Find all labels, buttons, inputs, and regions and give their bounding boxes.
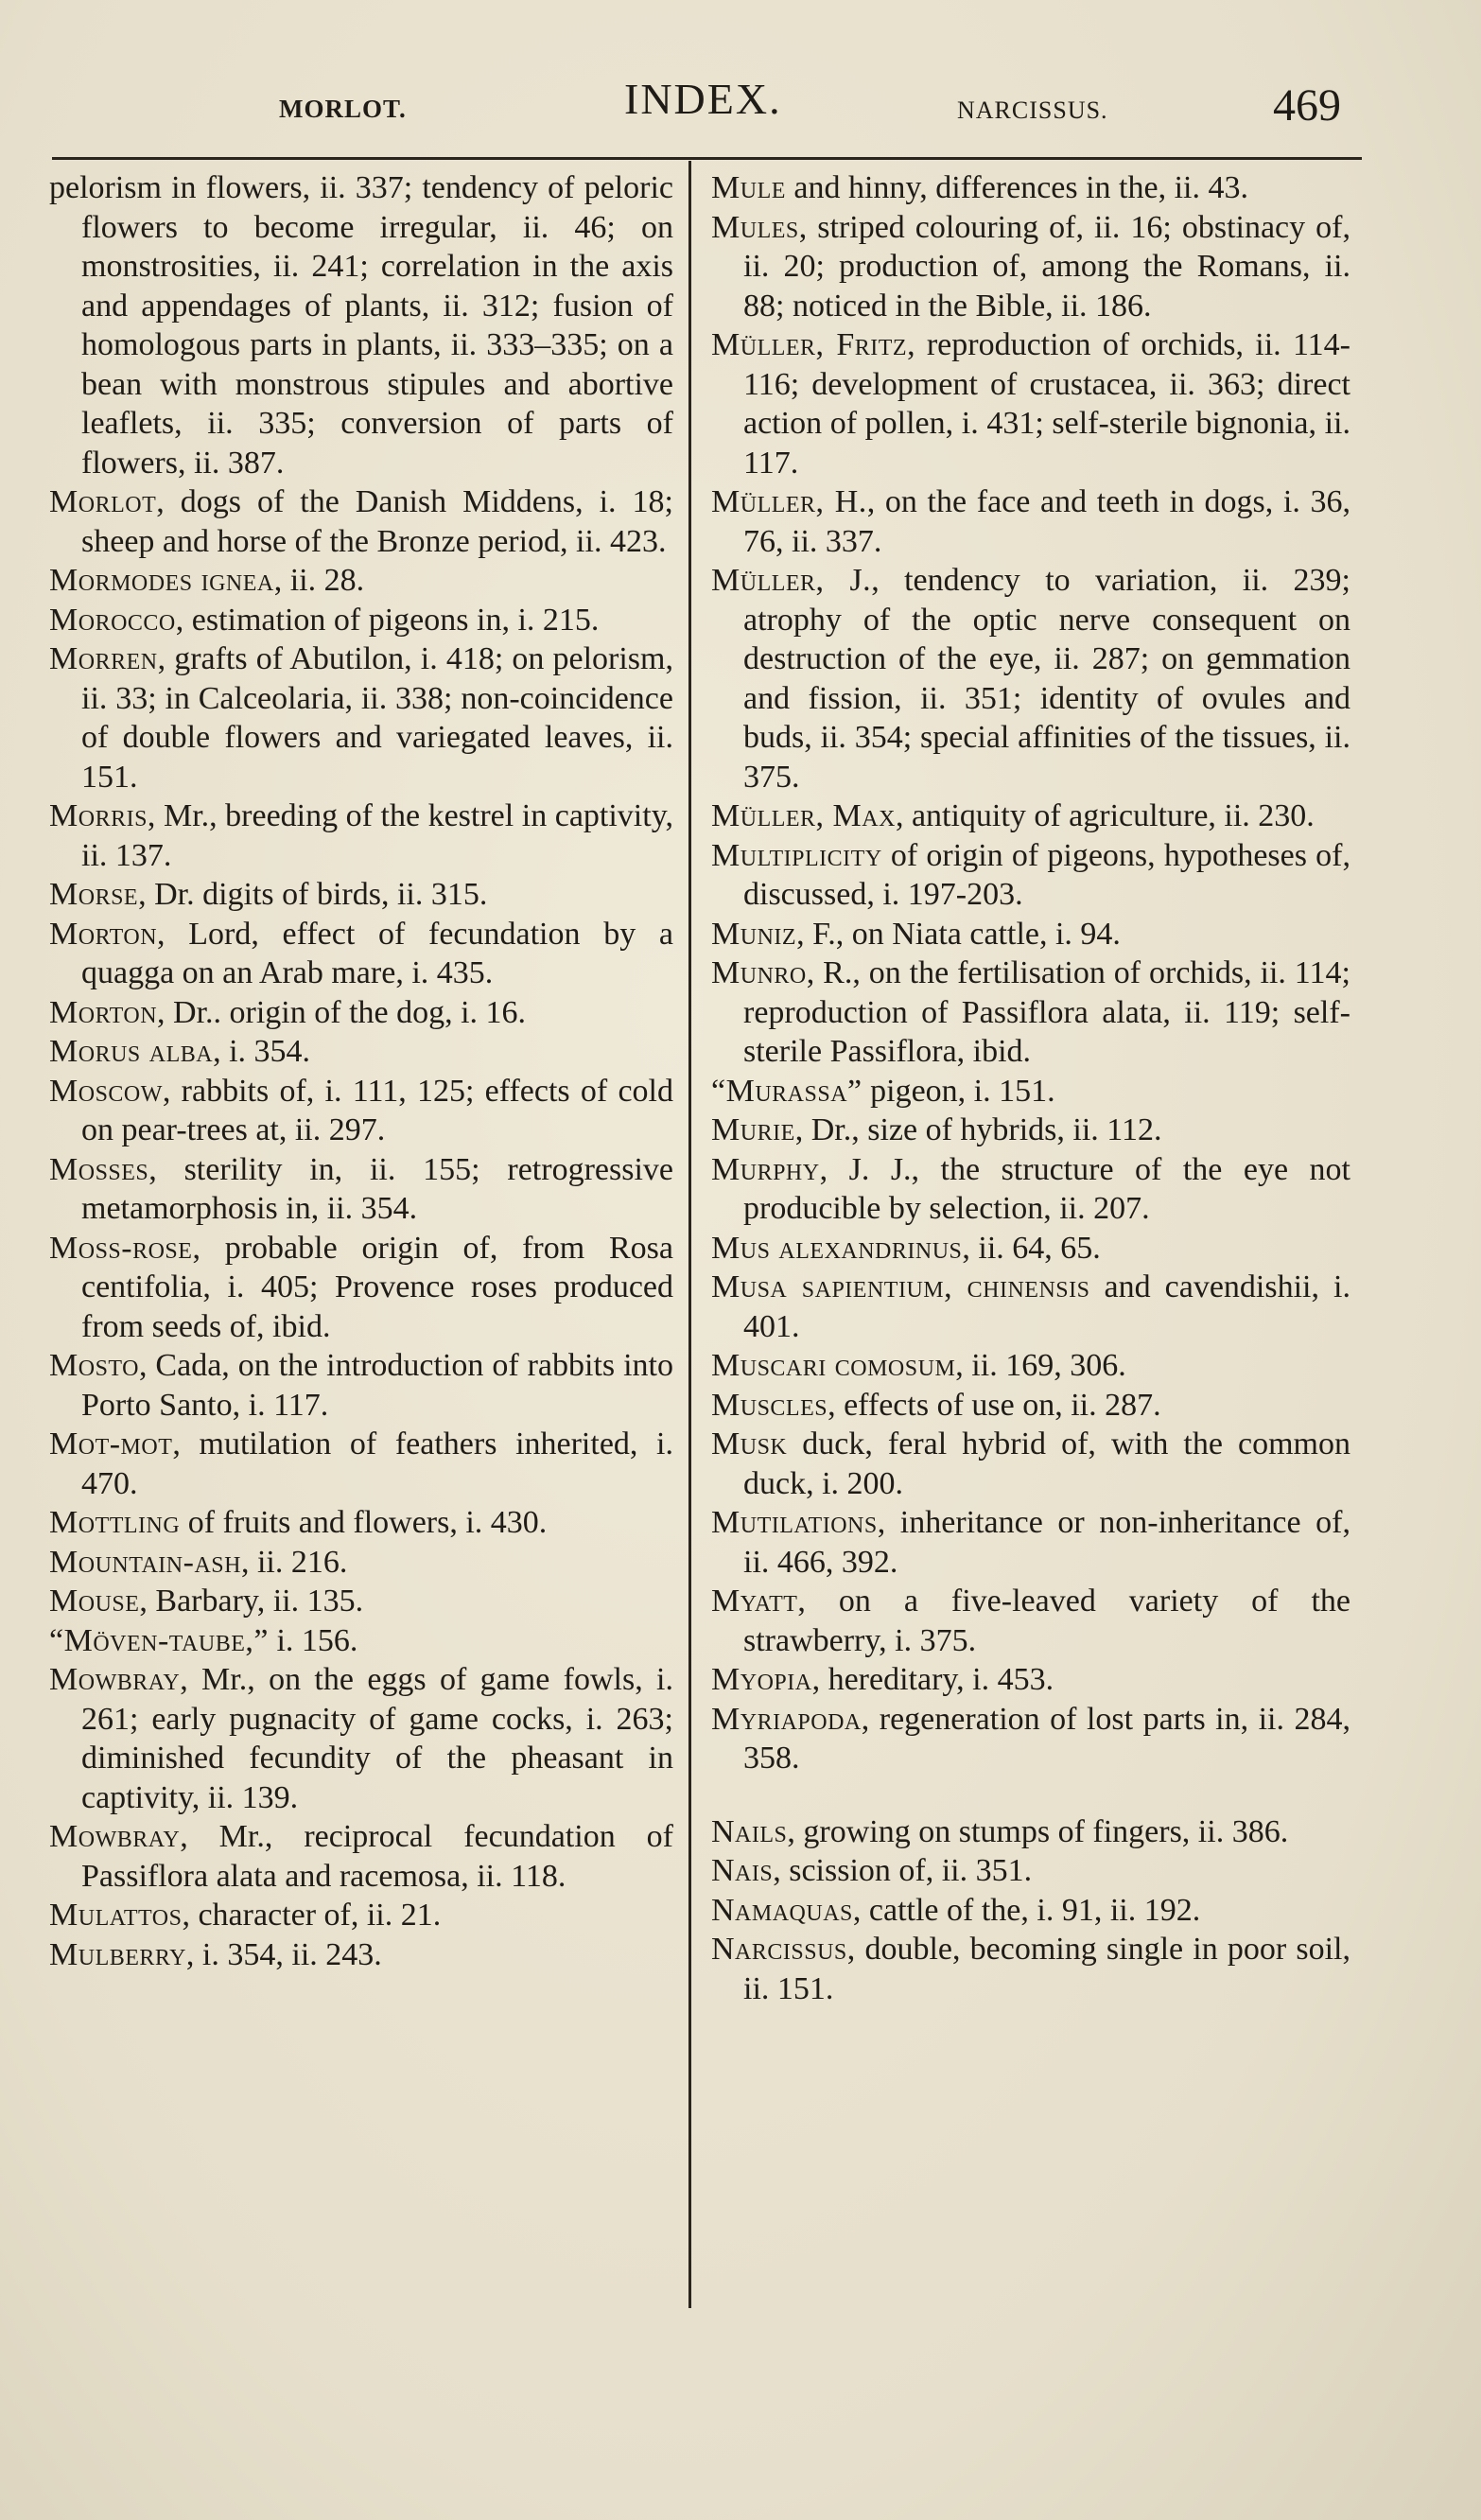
index-entry <box>711 915 1350 954</box>
entry-heading: Myriapoda <box>711 1701 862 1737</box>
index-entry <box>711 168 1350 208</box>
entry-heading: Müller, J. <box>711 563 872 598</box>
entry-text: , dogs of the Danish Middens, i. 18; sheep and horse of the Bronze period, ii. 423. <box>81 484 673 559</box>
index-entry <box>49 168 673 482</box>
entry-text: , Mr., breeding of the kestrel in captivity, ii. 137. <box>81 798 673 873</box>
entry-text: , Lord, effect of fecundation by a quagga on an Arab mare, i. 435. <box>81 916 673 990</box>
index-entry <box>711 796 1350 836</box>
entry-text: , antiquity of agriculture, ii. 230. <box>895 798 1315 833</box>
entry-text: , reproduction of orchids, ii. 114-116; development of crustacea, ii. 363; direct action of pollen, i. 431; self-sterile bignonia, ii. 117. <box>743 327 1351 481</box>
entry-heading: Mot-mot <box>49 1426 173 1461</box>
entry-heading: Mosto <box>49 1348 139 1383</box>
entry-text: , regeneration of lost parts in, ii. 284, 358. <box>743 1701 1350 1776</box>
entry-text: , sterility in, ii. 155; retrogressive metamorphosis in, ii. 354. <box>81 1151 673 1226</box>
entry-text: , Mr., reciprocal fecundation of Passiflora alata and racemosa, ii. 118. <box>81 1819 673 1894</box>
entry-heading: Mulberry <box>49 1936 186 1972</box>
index-entry <box>711 1229 1350 1269</box>
index-entry <box>49 1935 673 1975</box>
index-entry <box>711 1930 1350 2008</box>
index-entry <box>711 1660 1350 1700</box>
index-entry <box>49 1582 673 1621</box>
index-entry <box>711 208 1350 326</box>
section-gap <box>711 1778 1350 1812</box>
index-entry <box>49 1346 673 1425</box>
entry-text: , probable origin of, from Rosa centifolia, i. 405; Provence roses produced from seeds of, ibid. <box>81 1230 673 1344</box>
index-entry <box>711 1425 1350 1503</box>
entry-text: , Dr. digits of birds, ii. 315. <box>138 877 488 912</box>
header-rule <box>52 157 1362 160</box>
entry-heading: Nails <box>711 1813 788 1849</box>
entry-heading: Muscari comosum <box>711 1348 956 1383</box>
entry-text: , i. 354, ii. 243. <box>185 1936 382 1972</box>
entry-text: , estimation of pigeons in, i. 215. <box>175 602 600 638</box>
index-entry <box>49 875 673 915</box>
entry-heading: Morris <box>49 798 148 833</box>
index-entry <box>49 601 673 640</box>
index-entry <box>711 836 1350 915</box>
index-entry <box>711 1812 1350 1852</box>
entry-heading: Muscles <box>711 1387 828 1423</box>
entry-text: , ii. 216. <box>240 1544 348 1580</box>
entry-heading: Moscow <box>49 1073 163 1109</box>
entry-text: , Dr.. origin of the dog, i. 16. <box>157 994 527 1030</box>
entry-heading: Mutilations <box>711 1505 878 1540</box>
entry-text: , inheritance or non-inheritance of, ii. 466, 392. <box>743 1505 1350 1580</box>
page-number: 469 <box>1273 80 1341 131</box>
index-entry <box>49 561 673 601</box>
index-entry <box>49 1150 673 1229</box>
index-entry <box>711 954 1350 1072</box>
index-entry <box>49 1072 673 1150</box>
index-entry <box>49 1660 673 1817</box>
entry-text: pelorism in flowers, ii. 337; tendency of peloric flowers to become irregular, ii. 46; on monstrosities, ii. 241; correlation in the axis and appendages of plants, ii. 312; fusion of homologous parts in plants, ii. 333–335; on a bean with monstrous stipules and abortive leaflets, ii. 335; conversion of parts of flowers, ii. 387. <box>49 170 673 481</box>
index-entry <box>49 1817 673 1896</box>
entry-text: , R., on the fertilisation of orchids, ii. 114; reproduction of Passiflora alata, ii. 119; self-sterile Passiflora, ibid. <box>743 955 1350 1069</box>
entry-heading: Munro <box>711 955 807 990</box>
entry-heading: Mulattos <box>49 1898 183 1933</box>
entry-text: , Mr., on the eggs of game fowls, i. 261; early pugnacity of game cocks, i. 263; diminished fecundity of the pheasant in captivity, ii. 139. <box>81 1662 673 1815</box>
entry-heading: Multiplicity <box>711 837 882 873</box>
entry-text: , effects of use on, ii. 287. <box>828 1387 1161 1423</box>
index-entry <box>49 482 673 561</box>
entry-heading: Moss-rose <box>49 1230 193 1266</box>
entry-text: , hereditary, i. 453. <box>811 1662 1054 1697</box>
entry-heading: Mule <box>711 170 786 205</box>
entry-heading: Müller, Max <box>711 798 896 833</box>
entry-heading: “Möven-taube,” <box>49 1622 269 1658</box>
entry-text: , Cada, on the introduction of rabbits into Porto Santo, i. 117. <box>81 1348 673 1423</box>
entry-text: , double, becoming single in poor soil, ii. 151. <box>743 1932 1350 2006</box>
entry-heading: Müller, H. <box>711 484 867 519</box>
index-entry <box>711 1150 1350 1229</box>
index-entry <box>711 1582 1350 1660</box>
entry-text: pigeon, i. 151. <box>862 1073 1055 1109</box>
entry-heading: Morus alba <box>49 1034 214 1069</box>
entry-text: , on a five-leaved variety of the strawberry, i. 375. <box>743 1584 1350 1658</box>
header-title: INDEX. <box>624 75 782 123</box>
header-first-entry: MORLOT. <box>279 95 407 123</box>
entry-text: , ii. 169, 306. <box>955 1348 1126 1383</box>
index-entry <box>49 796 673 875</box>
entry-heading: Myatt <box>711 1584 798 1619</box>
entry-heading: Morton <box>49 994 158 1030</box>
entry-heading: Mountain-ash <box>49 1544 241 1580</box>
entry-heading: Musa sapientium, chinensis <box>711 1269 1090 1304</box>
entry-text: i. 156. <box>268 1622 358 1658</box>
entry-heading: Musk <box>711 1426 788 1461</box>
entry-text: and hinny, differences in the, ii. 43. <box>785 170 1248 205</box>
entry-text: , Dr., size of hybrids, ii. 112. <box>794 1112 1162 1147</box>
entry-heading: Mowbray <box>49 1662 181 1697</box>
entry-heading: Müller, Fritz <box>711 327 908 362</box>
index-entry <box>711 1851 1350 1891</box>
entry-text: , J. J., the structure of the eye not producible by selection, ii. 207. <box>743 1151 1350 1226</box>
index-column-right <box>711 168 1350 2008</box>
entry-heading: Morocco <box>49 602 176 638</box>
index-entry <box>711 1891 1350 1931</box>
entry-text: , tendency to variation, ii. 239; atrophy of the optic nerve consequent on destruction of the eye, ii. 287; on gemmation and fission, ii. 351; identity of ovules and buds, ii. 354; special affinities of the tissues, ii. 375. <box>743 563 1350 795</box>
entry-text: , i. 354. <box>213 1034 311 1069</box>
entry-heading: Mormodes ignea <box>49 563 274 598</box>
index-entry <box>711 482 1350 561</box>
entry-text: of origin of pigeons, hypotheses of, discussed, i. 197-203. <box>743 837 1350 912</box>
entry-heading: Mus alexandrinus <box>711 1230 963 1266</box>
index-entry <box>711 1386 1350 1426</box>
entry-heading: Murie <box>711 1112 795 1147</box>
column-divider <box>688 161 691 2308</box>
index-entry <box>711 1503 1350 1582</box>
index-entry <box>711 1268 1350 1346</box>
entry-text: of fruits and flowers, i. 430. <box>180 1505 548 1540</box>
entry-heading: Mouse <box>49 1584 140 1619</box>
entry-heading: Namaquas <box>711 1892 853 1928</box>
index-entry <box>49 1425 673 1503</box>
entry-text: , ii. 64, 65. <box>962 1230 1101 1266</box>
entry-heading: Murphy <box>711 1151 820 1187</box>
entry-heading: Narcissus <box>711 1932 847 1967</box>
entry-heading: Myopia <box>711 1662 812 1697</box>
entry-text: , growing on stumps of fingers, ii. 386. <box>787 1813 1289 1849</box>
index-entry <box>711 1111 1350 1150</box>
entry-heading: Mottling <box>49 1505 181 1540</box>
entry-text: , cattle of the, i. 91, ii. 192. <box>852 1892 1201 1928</box>
entry-heading: Mules <box>711 209 799 245</box>
index-entry <box>711 1072 1350 1111</box>
entry-text: , character of, ii. 21. <box>182 1898 442 1933</box>
index-entry <box>49 1543 673 1583</box>
entry-text: , scission of, ii. 351. <box>773 1853 1033 1888</box>
entry-heading: “Murassa” <box>711 1073 862 1109</box>
index-entry <box>49 1503 673 1543</box>
index-entry <box>49 1229 673 1347</box>
entry-heading: Mowbray <box>49 1819 181 1854</box>
entry-heading: Morlot <box>49 484 157 519</box>
entry-text: , on the face and teeth in dogs, i. 36, 76, ii. 337. <box>743 484 1351 559</box>
entry-text: , rabbits of, i. 111, 125; effects of cold on pear-trees at, ii. 297. <box>81 1073 673 1147</box>
running-header <box>0 74 1481 140</box>
entry-text: , grafts of Abutilon, i. 418; on pelorism, ii. 33; in Calceolaria, ii. 338; non-coincidence of double flowers and variegated leaves, ii. 151. <box>81 641 673 795</box>
entry-heading: Morren <box>49 641 158 676</box>
entry-text: , Barbary, ii. 135. <box>139 1584 364 1619</box>
entry-text: duck, feral hybrid of, with the common duck, i. 200. <box>743 1426 1350 1501</box>
entry-heading: Morse <box>49 877 139 912</box>
index-entry <box>49 993 673 1033</box>
index-entry <box>49 915 673 993</box>
index-entry <box>711 561 1350 796</box>
entry-heading: Morton <box>49 916 158 952</box>
index-entry <box>711 1346 1350 1386</box>
index-entry <box>49 1896 673 1935</box>
index-entry <box>49 1621 673 1661</box>
entry-heading: Nais <box>711 1853 774 1888</box>
index-entry <box>49 1032 673 1072</box>
header-last-entry: NARCISSUS. <box>957 96 1108 124</box>
entry-heading: Mosses <box>49 1151 149 1187</box>
index-entry <box>49 639 673 796</box>
entry-text: and cavendishii, i. 401. <box>743 1269 1350 1344</box>
index-entry <box>711 325 1350 482</box>
entry-text: , mutilation of feathers inherited, i. 470. <box>81 1426 673 1501</box>
entry-text: , striped colouring of, ii. 16; obstinacy of, ii. 20; production of, among the Romans, ii. 88; noticed in the Bible, ii. 186. <box>743 209 1350 324</box>
index-column-left <box>49 168 673 1974</box>
entry-text: , ii. 28. <box>273 563 365 598</box>
entry-heading: Muniz <box>711 916 797 952</box>
entry-text: , F., on Niata cattle, i. 94. <box>796 916 1121 952</box>
index-entry <box>711 1700 1350 1778</box>
